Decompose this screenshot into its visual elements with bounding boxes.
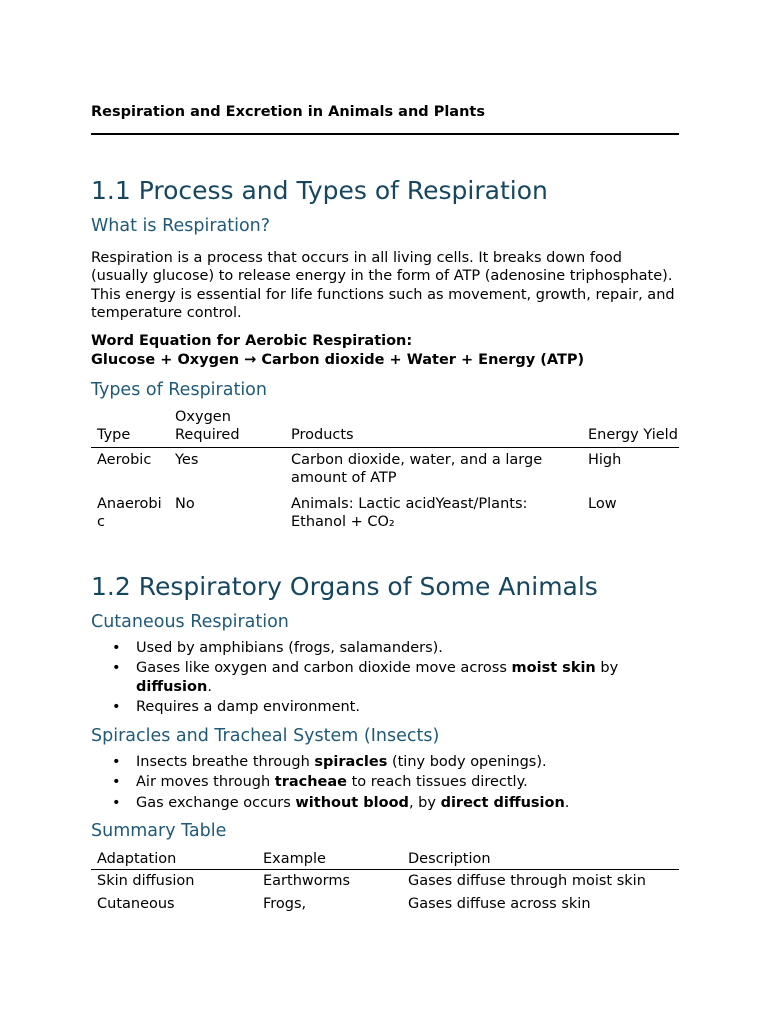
list-item: • Gas exchange occurs without blood, by direct diffusion.	[112, 794, 570, 811]
table-cell: Earthworms	[263, 873, 350, 890]
list-item: • Insects breathe through spiracles (tiny body openings).	[112, 754, 547, 770]
title-divider	[91, 133, 679, 135]
table-cell: Aerobic	[97, 451, 152, 468]
table-row	[91, 870, 679, 895]
list-item: • Used by amphibians (frogs, salamanders).	[112, 640, 443, 656]
subheading-types-of-respiration: Types of Respiration	[91, 380, 267, 400]
list-item: • Requires a damp environment.	[112, 698, 360, 715]
section-heading-1-2: 1.2 Respiratory Organs of Some Animals	[91, 572, 598, 601]
subheading-summary-table: Summary Table	[91, 821, 227, 841]
table-cell: Carbon dioxide, water, and a large amount of ATP	[291, 451, 543, 486]
list-item: • Air moves through tracheae to reach tissues directly.	[112, 774, 528, 791]
column-header: Type	[91, 408, 169, 447]
table-row	[91, 447, 679, 491]
subheading-what-is-respiration: What is Respiration?	[91, 216, 271, 236]
bullet-icon: •	[112, 754, 121, 770]
bullet-icon: •	[112, 698, 121, 715]
column-header: Adaptation	[91, 850, 257, 870]
cutaneous-list	[91, 639, 679, 718]
word-equation: Glucose + Oxygen → Carbon dioxide + Water + Energy (ATP)	[91, 352, 585, 368]
table-row	[91, 491, 679, 532]
column-header: Example	[257, 850, 402, 870]
types-table	[91, 408, 679, 532]
equation-label: Word Equation for Aerobic Respiration:	[91, 333, 413, 349]
table-cell: Skin diffusion	[97, 873, 195, 890]
document-title: Respiration and Excretion in Animals and Plants	[91, 104, 485, 120]
bullet-icon: •	[112, 794, 121, 811]
bullet-icon: •	[112, 774, 121, 791]
table-cell: Low	[588, 496, 617, 513]
bullet-icon: •	[112, 640, 121, 656]
spiracles-list	[91, 753, 679, 814]
table-cell: Gases diffuse through moist skin	[408, 873, 646, 890]
subheading-cutaneous-respiration: Cutaneous Respiration	[91, 612, 289, 632]
table-cell: Anaerobic	[97, 496, 162, 531]
section-heading-1-1: 1.1 Process and Types of Respiration	[91, 176, 548, 205]
column-header: Products	[285, 408, 582, 447]
column-header: Oxygen Required	[169, 408, 285, 447]
summary-table	[91, 850, 679, 913]
table-cell: Cutaneous	[97, 895, 175, 912]
table-cell: Animals: Lactic acidYeast/Plants: Ethanol + CO₂	[291, 496, 528, 531]
intro-paragraph: Respiration is a process that occurs in all living cells. It breaks down food (usually glucose) to release energy in the form of ATP (adenosine triphosphate). This energy is essential for life functions such as movement, growth, repair, and temperature control.	[91, 250, 675, 321]
bullet-icon: •	[112, 660, 121, 677]
table-cell: No	[175, 496, 195, 513]
table-cell: High	[588, 451, 622, 468]
table-cell: Frogs,	[263, 895, 307, 912]
column-header: Description	[402, 850, 679, 870]
subheading-spiracles: Spiracles and Tracheal System (Insects)	[91, 726, 440, 746]
table-header-row	[91, 850, 679, 870]
table-cell: Yes	[175, 451, 199, 468]
list-item: • Gases like oxygen and carbon dioxide move across moist skin by diffusion.	[112, 660, 619, 695]
table-row	[91, 895, 679, 913]
table-header-row	[91, 408, 679, 447]
column-header: Energy Yield	[582, 408, 679, 447]
table-cell: Gases diffuse across skin	[408, 895, 591, 912]
